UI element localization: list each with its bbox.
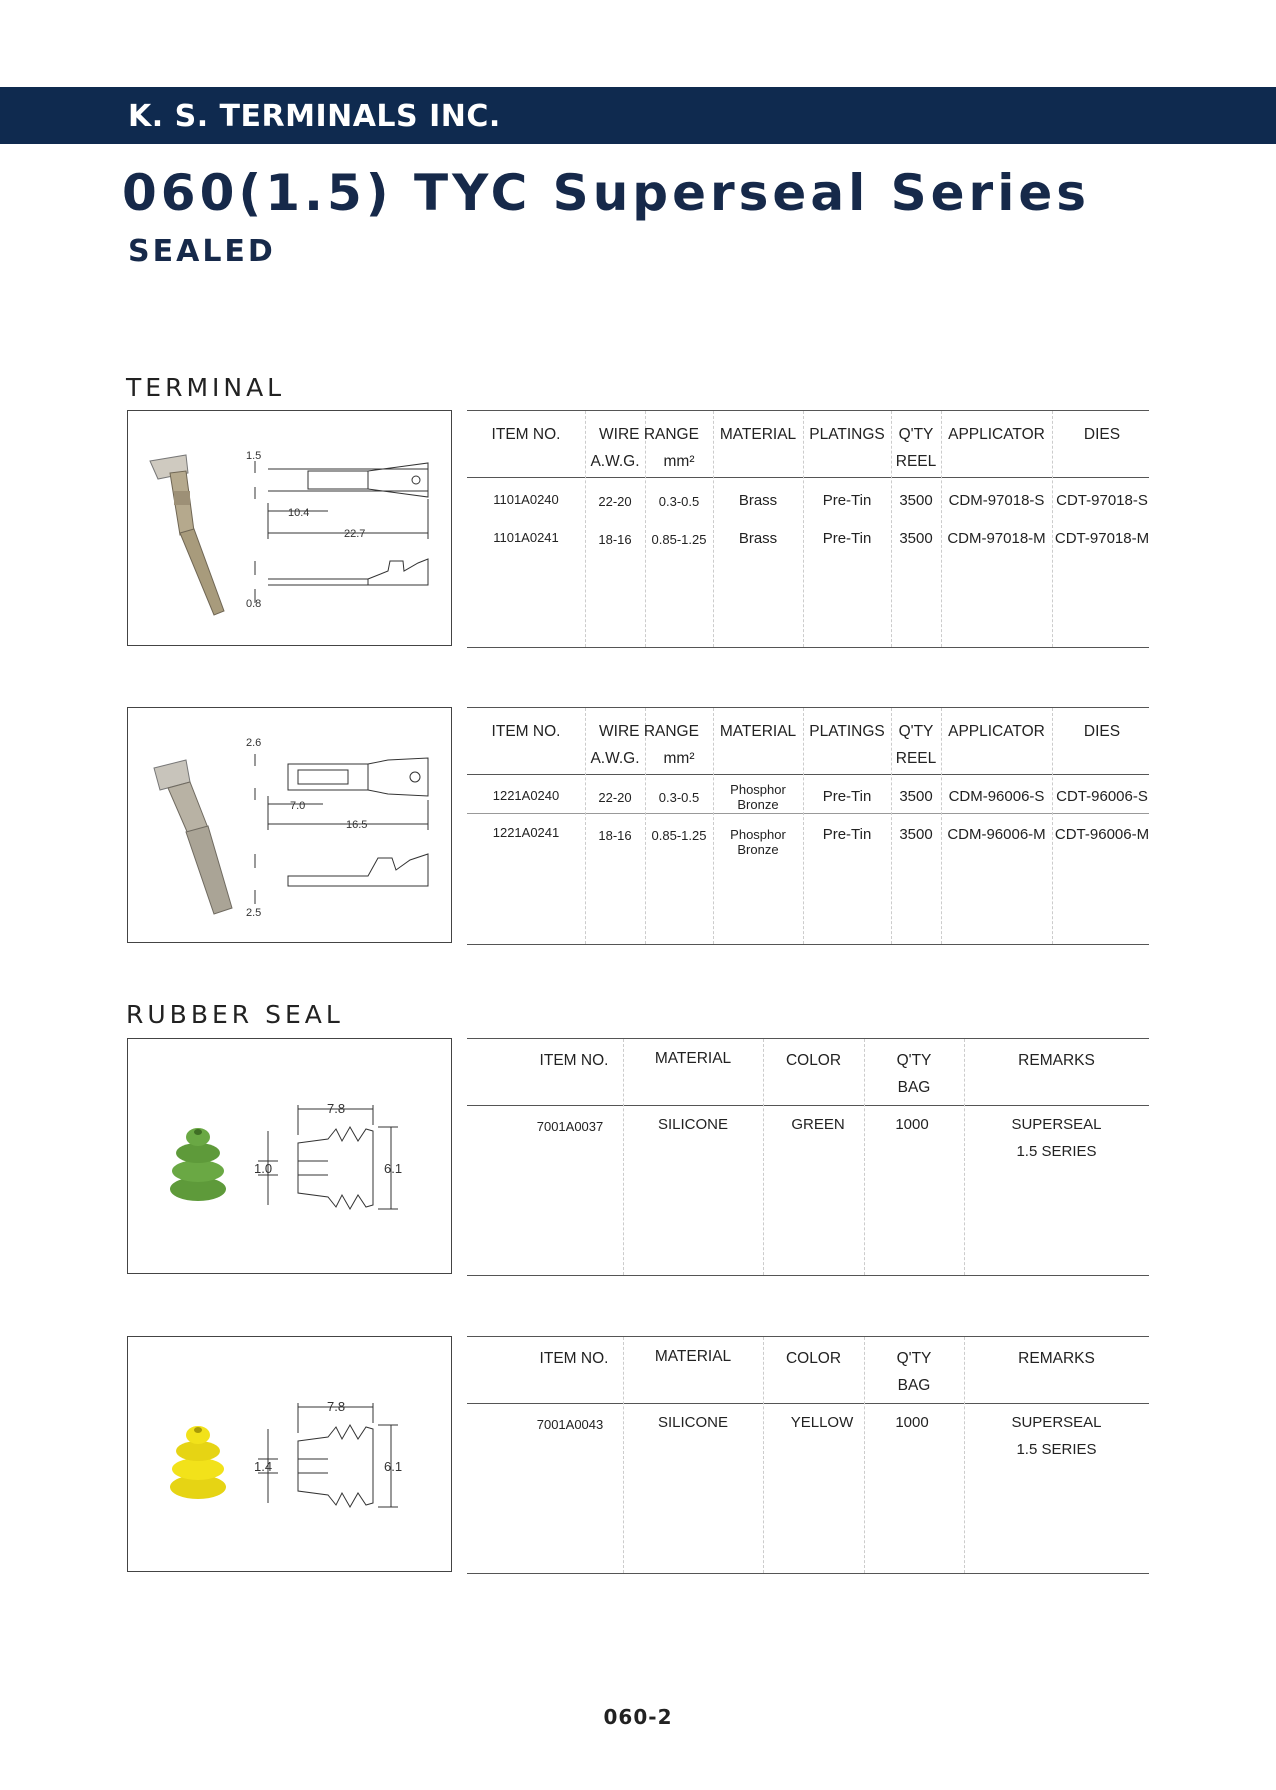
seal-2-image [127, 1336, 452, 1572]
dim-height: 6.1 [384, 1459, 403, 1474]
hdr-bag: BAG [897, 1079, 931, 1096]
seal-1-table: ITEM NO. MATERIAL COLOR Q'TY BAG REMARKS 7001A0037 SILICONE GREEN 1000 SUPERSEAL 1.5 SERIES [467, 1038, 1149, 1276]
hdr-wire-range: WIRE RANGE [599, 426, 699, 443]
dim-c: 16.5 [346, 819, 368, 831]
section-title-rubber-seal: RUBBER SEAL [126, 1000, 344, 1029]
hdr-color: COLOR [785, 1052, 842, 1069]
seal-photo [170, 1426, 226, 1499]
hdr-reel: REEL [895, 453, 937, 470]
hdr-platings: PLATINGS [809, 426, 885, 443]
section-title-terminal: TERMINAL [126, 373, 286, 402]
page-title: 060(1.5) TYC Superseal Series [122, 164, 1091, 222]
hdr-awg: A.W.G. [590, 750, 640, 767]
terminal-photo [154, 760, 232, 914]
terminal-2-table: ITEM NO. WIRE RANGE A.W.G. mm² MATERIAL PLATINGS Q'TY REEL APPLICATOR DIES 1221A0240 22-20 0.3-0.5 Phosphor Bronze Pre-Tin 3500 CDM-96006-S CDT-96006-S 1221A0241 18-16 0.85-1.25 Phosphor Bronze Pre-Tin 3500 CDM-96006-M CDT-96006-M [467, 707, 1149, 945]
hdr-dies: DIES [1083, 723, 1121, 740]
hdr-wire-range: WIRE RANGE [599, 723, 699, 740]
hdr-applicator: APPLICATOR [948, 426, 1045, 443]
hdr-material: MATERIAL [719, 426, 797, 443]
terminal-1-table: ITEM NO. WIRE RANGE A.W.G. mm² MATERIAL PLATINGS Q'TY REEL APPLICATOR DIES 1101A0240 22-20 0.3-0.5 Brass Pre-Tin 3500 CDM-97018-S CDT-97018-S 1101A0241 18-16 0.85-1.25 Brass Pre-Tin 3500 CDM-97018-M CDT-97018-M [467, 410, 1149, 648]
hdr-qty: Q'TY [898, 723, 934, 740]
hdr-qty: Q'TY [896, 1350, 932, 1367]
hdr-color: COLOR [785, 1350, 842, 1367]
company-name: K. S. TERMINALS INC. [128, 99, 501, 134]
hdr-applicator: APPLICATOR [948, 723, 1045, 740]
dim-d: 2.5 [246, 907, 262, 919]
seal-photo [170, 1128, 226, 1201]
dim-b: 7.0 [290, 800, 306, 812]
terminal-2-image [127, 707, 452, 943]
hdr-dies: DIES [1083, 426, 1121, 443]
terminal-photo [150, 455, 224, 615]
hdr-material: MATERIAL [719, 723, 797, 740]
dim-c: 22.7 [344, 528, 366, 540]
dim-height: 6.1 [384, 1161, 403, 1176]
hdr-item: ITEM NO. [539, 1350, 609, 1367]
hdr-qty: Q'TY [896, 1052, 932, 1069]
hdr-item: ITEM NO. [491, 426, 561, 443]
dim-width: 7.8 [327, 1101, 346, 1116]
hdr-item: ITEM NO. [491, 723, 561, 740]
page-number: 060-2 [603, 1705, 673, 1729]
hdr-remarks: REMARKS [1018, 1350, 1095, 1367]
dim-a: 1.5 [246, 450, 262, 462]
dim-a: 2.6 [246, 737, 262, 749]
dim-d: 0.8 [246, 598, 262, 610]
hdr-remarks: REMARKS [1018, 1052, 1095, 1069]
hdr-mm2: mm² [663, 750, 695, 767]
hdr-awg: A.W.G. [590, 453, 640, 470]
hdr-platings: PLATINGS [809, 723, 885, 740]
hdr-bag: BAG [897, 1377, 931, 1394]
page-subtitle: SEALED [128, 234, 276, 269]
hdr-mm2: mm² [663, 453, 695, 470]
dim-hole: 1.0 [254, 1161, 273, 1176]
seal-2-table: ITEM NO. MATERIAL COLOR Q'TY BAG REMARKS 7001A0043 SILICONE YELLOW 1000 SUPERSEAL 1.5 SERIES [467, 1336, 1149, 1574]
dim-b: 10.4 [288, 507, 310, 519]
terminal-1-image [127, 410, 452, 646]
hdr-qty: Q'TY [898, 426, 934, 443]
seal-1-image [127, 1038, 452, 1274]
hdr-reel: REEL [895, 750, 937, 767]
hdr-material: MATERIAL [654, 1348, 732, 1365]
hdr-item: ITEM NO. [539, 1052, 609, 1069]
dim-width: 7.8 [327, 1399, 346, 1414]
dim-hole: 1.4 [254, 1459, 273, 1474]
hdr-material: MATERIAL [654, 1050, 732, 1067]
